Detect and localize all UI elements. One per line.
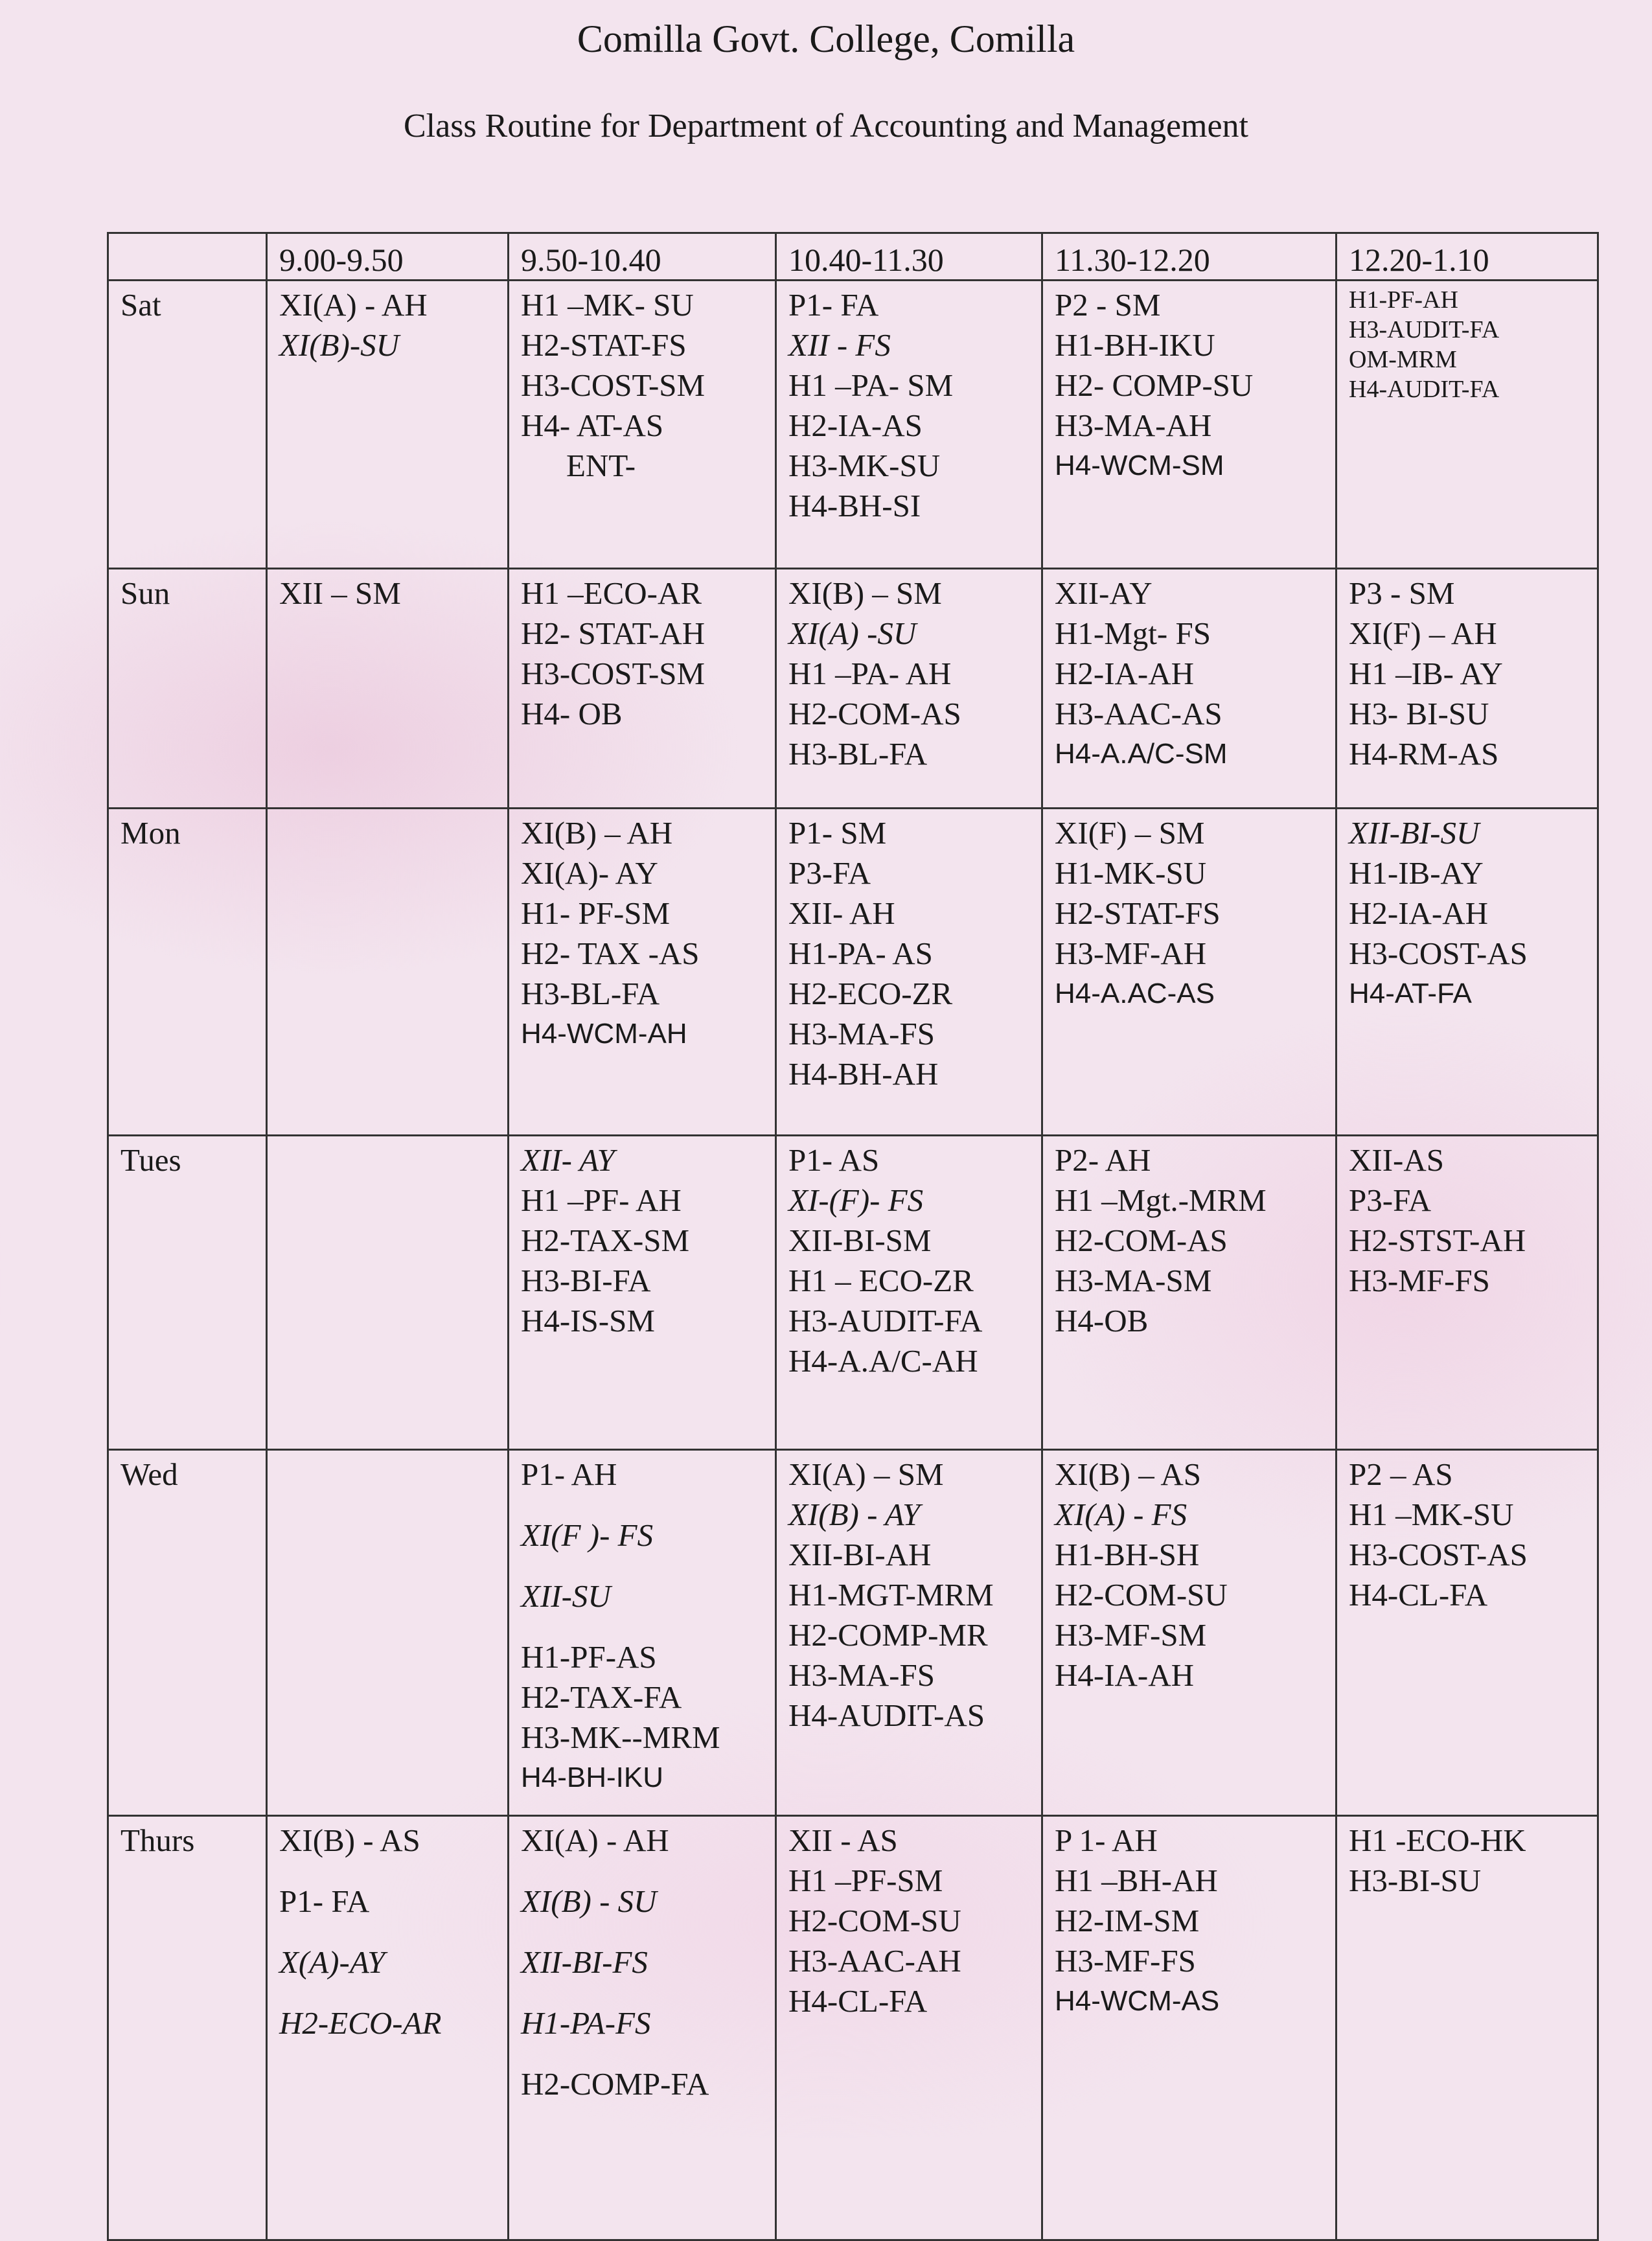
thu-slot-2 bbox=[509, 1816, 776, 2240]
class-entry: XI(B) – AS bbox=[1055, 1456, 1201, 1492]
class-entry: H4-AUDIT-FA bbox=[1349, 376, 1500, 403]
class-entry: XI(B) – AH bbox=[521, 815, 673, 851]
class-entry: P3-FA bbox=[788, 855, 871, 891]
class-entry: XI(A) - FS bbox=[1055, 1497, 1187, 1532]
class-entry: H2- COMP-SU bbox=[1055, 367, 1254, 403]
class-entry: H3-COST-AS bbox=[1349, 1537, 1528, 1572]
sat-slot-1 bbox=[267, 281, 509, 569]
thu-slot-1 bbox=[267, 1816, 509, 2240]
mon-slot-5 bbox=[1337, 809, 1598, 1136]
class-entry: XI(B) - SU bbox=[521, 1883, 657, 1919]
class-entry: H1 –BH-AH bbox=[1055, 1863, 1218, 1898]
class-entry: H4-A.A/C-AH bbox=[788, 1343, 978, 1379]
class-entry: XI(B) – SM bbox=[788, 575, 942, 611]
time-slot-3: 10.40-11.30 bbox=[776, 233, 1042, 281]
class-entry: H3-MF-SM bbox=[1055, 1617, 1207, 1653]
corner-cell bbox=[108, 233, 267, 281]
class-entry: H3-AUDIT-FA bbox=[1349, 316, 1500, 343]
thu-slot-3 bbox=[776, 1816, 1042, 2240]
class-entry: H2-IA-AH bbox=[1349, 895, 1488, 931]
class-entry: H4-AUDIT-AS bbox=[788, 1697, 985, 1733]
day-row-tue bbox=[108, 1136, 1598, 1450]
class-entry: P2 - SM bbox=[1055, 287, 1161, 323]
class-entry: H4-WCM-AH bbox=[521, 1018, 687, 1050]
class-entry: H1 –IB- AY bbox=[1349, 656, 1503, 691]
class-entry: P1- FA bbox=[279, 1883, 370, 1919]
class-entry: H2-STAT-FS bbox=[521, 327, 687, 363]
class-entry: H3-BL-FA bbox=[788, 736, 928, 772]
class-entry: H3-AAC-AH bbox=[788, 1943, 961, 1979]
day-row-mon bbox=[108, 809, 1598, 1136]
class-entry: H1 -ECO-HK bbox=[1349, 1822, 1526, 1858]
class-entry: XII-AY bbox=[1055, 575, 1153, 611]
class-entry: H3-MA-AH bbox=[1055, 408, 1212, 443]
class-entry: H3-MF-FS bbox=[1055, 1943, 1196, 1979]
class-entry: H4-RM-AS bbox=[1349, 736, 1499, 772]
class-entry: H3- BI-SU bbox=[1349, 696, 1489, 731]
class-entry: H2-TAX-FA bbox=[521, 1679, 682, 1715]
class-entry: H1- PF-SM bbox=[521, 895, 671, 931]
day-row-wed bbox=[108, 1450, 1598, 1816]
class-entry: XII-BI-AH bbox=[788, 1537, 932, 1572]
class-entry: H3-COST-SM bbox=[521, 656, 706, 691]
class-entry: H2-IM-SM bbox=[1055, 1903, 1200, 1938]
class-entry: H1-PA- AS bbox=[788, 936, 933, 971]
class-entry: XII – SM bbox=[279, 575, 401, 611]
class-entry: XII - FS bbox=[788, 327, 891, 363]
class-routine-table bbox=[107, 232, 1599, 2241]
class-entry: XI(F )- FS bbox=[521, 1517, 654, 1553]
class-entry: H1-PF-AS bbox=[521, 1639, 657, 1675]
class-entry: XI(B) - AS bbox=[279, 1822, 420, 1858]
class-entry: H3-BI-SU bbox=[1349, 1863, 1482, 1898]
class-entry: H1 –PA- SM bbox=[788, 367, 954, 403]
class-entry: H2-COM-AS bbox=[1055, 1223, 1228, 1258]
mon-slot-4 bbox=[1042, 809, 1337, 1136]
class-entry: H4-CL-FA bbox=[788, 1983, 928, 2019]
sun-slot-3 bbox=[776, 569, 1042, 809]
class-entry: H3-MF-AH bbox=[1055, 936, 1207, 971]
class-entry: XI(B) - AY bbox=[788, 1497, 921, 1532]
class-entry: P3-FA bbox=[1349, 1182, 1432, 1218]
class-entry: H3-MA-FS bbox=[788, 1657, 935, 1693]
class-entry: H2-ECO-AR bbox=[279, 2005, 442, 2041]
class-entry: H2-COM-SU bbox=[1055, 1577, 1228, 1613]
class-entry: H3-MK--MRM bbox=[521, 1719, 720, 1755]
class-entry: P3 - SM bbox=[1349, 575, 1455, 611]
class-entry: H2-IA-AS bbox=[788, 408, 923, 443]
class-entry: H1 –PF-SM bbox=[788, 1863, 943, 1898]
class-entry: H2-TAX-SM bbox=[521, 1223, 690, 1258]
class-entry: H1 –MK-SU bbox=[1349, 1497, 1514, 1532]
class-entry: H4-OB bbox=[1055, 1303, 1149, 1339]
tue-slot-4 bbox=[1042, 1136, 1337, 1450]
class-entry: H2-COM-AS bbox=[788, 696, 961, 731]
class-entry: H4-BH-AH bbox=[788, 1056, 939, 1092]
class-entry: H3-MF-FS bbox=[1349, 1263, 1490, 1298]
class-entry: H3-BL-FA bbox=[521, 976, 660, 1011]
class-entry: H3-AUDIT-FA bbox=[788, 1303, 983, 1339]
class-entry: XII-BI-SU bbox=[1349, 815, 1480, 851]
day-label: Sun bbox=[108, 569, 267, 809]
sun-slot-1 bbox=[267, 569, 509, 809]
class-entry: XI(A) – SM bbox=[788, 1456, 944, 1492]
class-entry: H1-BH-IKU bbox=[1055, 327, 1215, 363]
wed-slot-1 bbox=[267, 1450, 509, 1816]
class-entry: H3-BI-FA bbox=[521, 1263, 651, 1298]
class-entry: XI(A) -SU bbox=[788, 615, 917, 651]
class-entry: H2-COMP-MR bbox=[788, 1617, 988, 1653]
class-entry: H1 –MK- SU bbox=[521, 287, 694, 323]
class-entry: H1-BH-SH bbox=[1055, 1537, 1200, 1572]
class-entry: P2 – AS bbox=[1349, 1456, 1453, 1492]
class-entry: H4-A.A/C-SM bbox=[1055, 738, 1228, 770]
thu-slot-4 bbox=[1042, 1816, 1337, 2240]
class-entry: H4-WCM-SM bbox=[1055, 450, 1224, 481]
class-entry: XI(B)-SU bbox=[279, 327, 400, 363]
class-entry: P2- AH bbox=[1055, 1142, 1151, 1178]
class-entry: H4-BH-IKU bbox=[521, 1762, 664, 1793]
class-entry: H2-ECO-ZR bbox=[788, 976, 953, 1011]
mon-slot-3 bbox=[776, 809, 1042, 1136]
class-entry: P1- FA bbox=[788, 287, 879, 323]
class-entry: XI(F) – AH bbox=[1349, 615, 1497, 651]
class-entry: H4-WCM-AS bbox=[1055, 1985, 1220, 2017]
wed-slot-2 bbox=[509, 1450, 776, 1816]
day-label: Tues bbox=[108, 1136, 267, 1450]
class-entry: XII - AS bbox=[788, 1822, 898, 1858]
class-entry: H4-CL-FA bbox=[1349, 1577, 1488, 1613]
class-entry: XII- AY bbox=[521, 1142, 615, 1178]
routine-title: Class Routine for Department of Accounting and Management bbox=[403, 108, 1248, 144]
class-entry: H4-AT-FA bbox=[1349, 978, 1472, 1009]
class-entry: H1 –ECO-AR bbox=[521, 575, 702, 611]
class-entry: H4- AT-AS bbox=[521, 408, 664, 443]
class-entry: XII- AH bbox=[788, 895, 895, 931]
mon-slot-1 bbox=[267, 809, 509, 1136]
class-entry: X(A)-AY bbox=[279, 1944, 385, 1980]
class-entry: H1-IB-AY bbox=[1349, 855, 1484, 891]
class-entry: OM-MRM bbox=[1349, 346, 1457, 373]
class-entry: H1 –PA- AH bbox=[788, 656, 952, 691]
class-entry: XII-AS bbox=[1349, 1142, 1444, 1178]
day-label: Sat bbox=[108, 281, 267, 569]
sat-slot-5 bbox=[1337, 281, 1598, 569]
class-entry: H2-STST-AH bbox=[1349, 1223, 1526, 1258]
class-entry: P 1- AH bbox=[1055, 1822, 1158, 1858]
time-header-row bbox=[108, 233, 1598, 281]
class-entry: H3-MA-FS bbox=[788, 1016, 935, 1052]
wed-slot-3 bbox=[776, 1450, 1042, 1816]
sat-slot-2 bbox=[509, 281, 776, 569]
class-entry: H4-IA-AH bbox=[1055, 1657, 1194, 1693]
sun-slot-5 bbox=[1337, 569, 1598, 809]
class-entry: H2-COMP-FA bbox=[521, 2066, 709, 2102]
wed-slot-4 bbox=[1042, 1450, 1337, 1816]
time-slot-5: 12.20-1.10 bbox=[1337, 233, 1598, 281]
time-slot-2: 9.50-10.40 bbox=[509, 233, 776, 281]
thu-slot-5 bbox=[1337, 1816, 1598, 2240]
class-entry: H1 –Mgt.-MRM bbox=[1055, 1182, 1267, 1218]
class-entry: H2-STAT-FS bbox=[1055, 895, 1221, 931]
class-entry: H3-MA-SM bbox=[1055, 1263, 1212, 1298]
time-slot-1: 9.00-9.50 bbox=[267, 233, 509, 281]
tue-slot-3 bbox=[776, 1136, 1042, 1450]
sat-slot-3 bbox=[776, 281, 1042, 569]
class-entry: P1- AS bbox=[788, 1142, 880, 1178]
class-entry: H4-IS-SM bbox=[521, 1303, 655, 1339]
class-entry: XI(A) - AH bbox=[521, 1822, 669, 1858]
class-entry: H2-IA-AH bbox=[1055, 656, 1194, 691]
sun-slot-2 bbox=[509, 569, 776, 809]
day-label: Thurs bbox=[108, 1816, 267, 2240]
day-row-thu bbox=[108, 1816, 1598, 2240]
class-entry: H3-COST-SM bbox=[521, 367, 706, 403]
class-entry: H3-AAC-AS bbox=[1055, 696, 1222, 731]
day-label: Mon bbox=[108, 809, 267, 1136]
time-slot-4: 11.30-12.20 bbox=[1042, 233, 1337, 281]
sat-slot-4 bbox=[1042, 281, 1337, 569]
day-label: Wed bbox=[108, 1450, 267, 1816]
class-entry: H1 – ECO-ZR bbox=[788, 1263, 974, 1298]
class-entry: H4- OB bbox=[521, 696, 623, 731]
mon-slot-2 bbox=[509, 809, 776, 1136]
class-entry: XI(F) – SM bbox=[1055, 815, 1205, 851]
class-entry: H1-Mgt- FS bbox=[1055, 615, 1211, 651]
class-entry: XI(A)- AY bbox=[521, 855, 658, 891]
class-entry: XI(A) - AH bbox=[279, 287, 428, 323]
class-entry: H4-BH-SI bbox=[788, 488, 921, 523]
class-entry: H2- TAX -AS bbox=[521, 936, 700, 971]
day-row-sun bbox=[108, 569, 1598, 809]
class-entry: H4-A.AC-AS bbox=[1055, 978, 1215, 1009]
class-entry: XII-BI-SM bbox=[788, 1223, 932, 1258]
class-entry: H1-MK-SU bbox=[1055, 855, 1207, 891]
class-entry: H1 –PF- AH bbox=[521, 1182, 682, 1218]
class-entry: XII-BI-FS bbox=[521, 1944, 648, 1980]
college-name: Comilla Govt. College, Comilla bbox=[577, 17, 1075, 60]
wed-slot-5 bbox=[1337, 1450, 1598, 1816]
class-entry: H2-COM-SU bbox=[788, 1903, 961, 1938]
class-entry: XII-SU bbox=[521, 1578, 611, 1614]
tue-slot-1 bbox=[267, 1136, 509, 1450]
class-entry: XI-(F)- FS bbox=[788, 1182, 924, 1218]
class-entry: P1- SM bbox=[788, 815, 887, 851]
class-entry: ENT- bbox=[566, 448, 636, 483]
class-entry: H2- STAT-AH bbox=[521, 615, 706, 651]
class-entry: H3-COST-AS bbox=[1349, 936, 1528, 971]
day-row-sat bbox=[108, 281, 1598, 569]
class-entry: H1-PF-AH bbox=[1349, 286, 1458, 314]
class-entry: H1-PA-FS bbox=[521, 2005, 651, 2041]
class-entry: H1-MGT-MRM bbox=[788, 1577, 994, 1613]
class-entry: H3-MK-SU bbox=[788, 448, 941, 483]
sun-slot-4 bbox=[1042, 569, 1337, 809]
tue-slot-2 bbox=[509, 1136, 776, 1450]
class-entry: P1- AH bbox=[521, 1456, 617, 1492]
tue-slot-5 bbox=[1337, 1136, 1598, 1450]
